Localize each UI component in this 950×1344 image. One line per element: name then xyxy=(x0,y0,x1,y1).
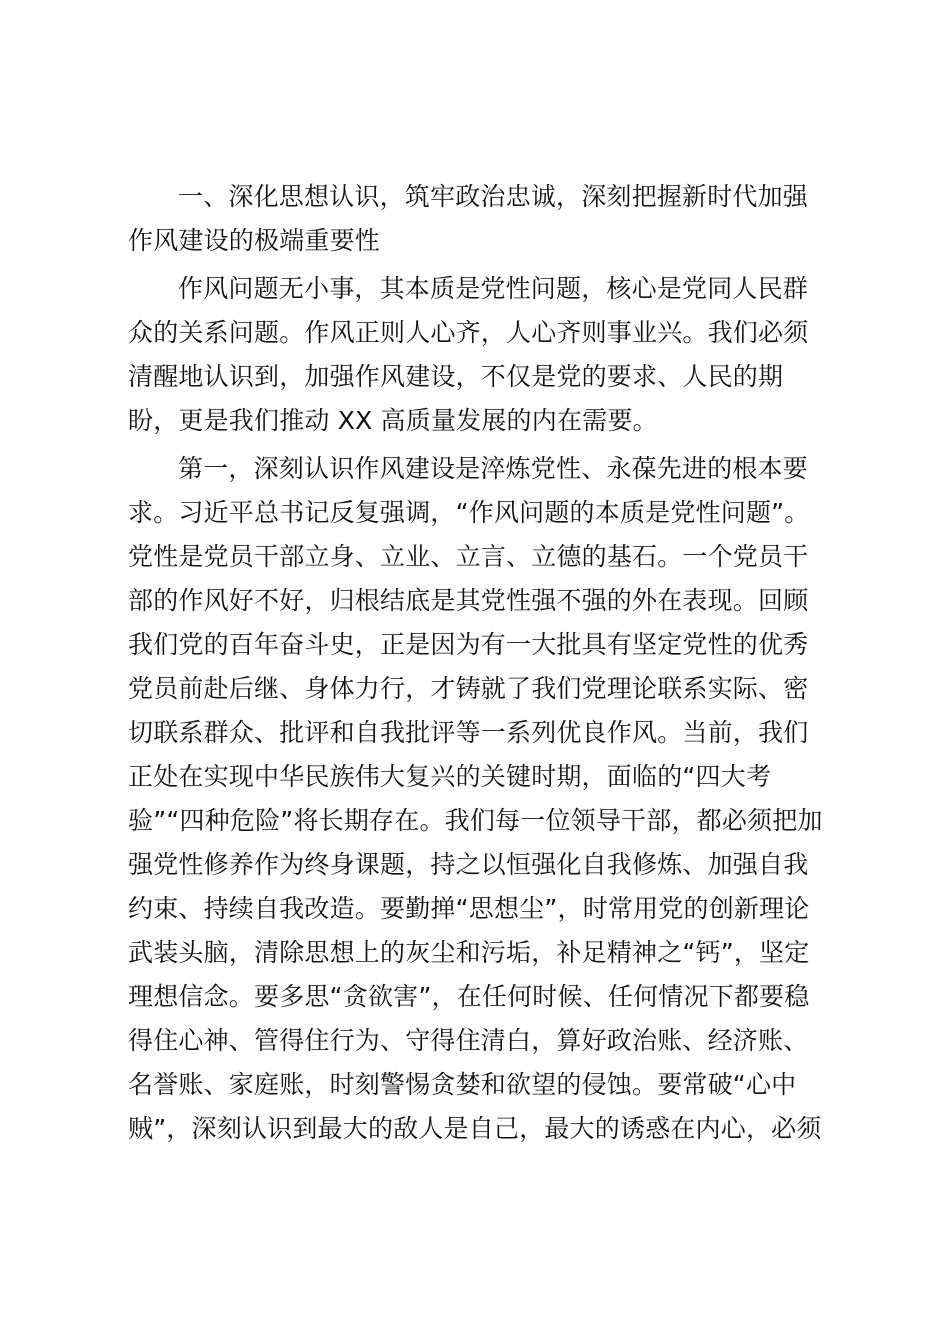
paragraph-line: 武装头脑，清除思想上的灰尘和污垢，补足精神之“钙”，坚定 xyxy=(128,938,810,967)
paragraph-line: 切联系群众、批评和自我批评等一系列优良作风。当前，我们 xyxy=(128,718,809,747)
paragraph xyxy=(128,267,828,443)
paragraph-line: 验”“四种危险”将长期存在。我们每一位领导干部，都必须把加 xyxy=(128,806,823,835)
paragraph-line: 贼”，深刻认识到最大的敌人是自己，最大的诱惑在内心，必须 xyxy=(128,1114,822,1143)
paragraph-line: 理想信念。要多思“贪欲害”，在任何时候、任何情况下都要稳 xyxy=(128,982,810,1011)
paragraph-line: 部的作风好不好，归根结底是其党性强不强的外在表现。回顾 xyxy=(128,586,809,615)
paragraph xyxy=(128,447,828,1151)
paragraph-line: 众的关系问题。作风正则人心齐，人心齐则事业兴。我们必须 xyxy=(128,318,809,347)
paragraph-line: 求。习近平总书记反复强调，“作风问题的本质是党性问题”。 xyxy=(128,498,810,527)
paragraph-line: 第一，深刻认识作风建设是淬炼党性、永葆先进的根本要 xyxy=(178,454,809,483)
paragraph-line: 正处在实现中华民族伟大复兴的关键时期，面临的“四大考 xyxy=(128,762,772,791)
paragraph-line: 约束、持续自我改造。要勤掸“思想尘”，时常用党的创新理论 xyxy=(128,894,810,923)
paragraph-line: 名誉账、家庭账，时刻警惕贪婪和欲望的侵蚀。要常破“心中 xyxy=(128,1070,797,1099)
paragraph-line: 盼，更是我们推动 XX 高质量发展的内在需要。 xyxy=(128,406,658,435)
paragraph-line: 党员前赴后继、身体力行，才铸就了我们党理论联系实际、密 xyxy=(128,674,809,703)
document-body xyxy=(128,175,828,1151)
section-heading xyxy=(128,175,828,263)
paragraph-line: 我们党的百年奋斗史，正是因为有一大批具有坚定党性的优秀 xyxy=(128,630,809,659)
paragraph-line: 得住心神、管得住行为、守得住清白，算好政治账、经济账、 xyxy=(128,1026,809,1055)
paragraph-line: 党性是党员干部立身、立业、立言、立德的基石。一个党员干 xyxy=(128,542,809,571)
heading-line: 一、深化思想认识，筑牢政治忠诚，深刻把握新时代加强 xyxy=(178,182,809,211)
heading-line: 作风建设的极端重要性 xyxy=(128,226,381,255)
paragraph-line: 作风问题无小事，其本质是党性问题，核心是党同人民群 xyxy=(178,274,809,303)
paragraph-line: 清醒地认识到，加强作风建设，不仅是党的要求、人民的期 xyxy=(128,362,784,391)
paragraph-line: 强党性修养作为终身课题，持之以恒强化自我修炼、加强自我 xyxy=(128,850,809,879)
